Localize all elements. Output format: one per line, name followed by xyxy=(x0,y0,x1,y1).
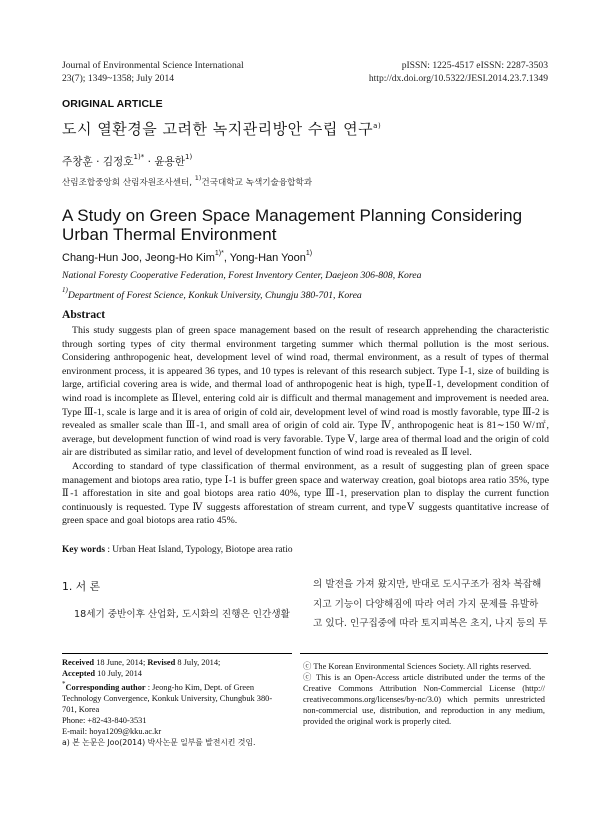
abstract-paragraph-2: According to standard of type classification of thermal environment, as a result of suggesting plan of green space management and biotops area ratio, type Ⅰ-1 is buffer green space and waterway creation, goal biotops area ratio 35%, type Ⅱ-1 afforestation in site and goal biotops area ratio 40%, type Ⅲ-1, preservation plan to display the current function continuously is requested. Type Ⅳ suggests afforestation of stream current, and typeⅤ suggests quantitative increase of green space and goal biotops area ratio 45%. xyxy=(62,460,549,527)
intro-right-line-2: 지고 기능이 다양해짐에 따라 여러 가지 문제를 유발하 xyxy=(313,598,539,610)
korean-affiliation-2: 건국대학교 녹색기술융합학과 xyxy=(201,178,313,188)
intro-right-line-1: 의 발전을 가져 왔지만, 반대로 도시구조가 점차 복잡해 xyxy=(313,579,542,590)
thesis-note: a) 본 논문은 Joo(2014) 박사논문 일부를 발전시킨 것임. xyxy=(62,737,256,747)
intro-right-column xyxy=(313,575,547,634)
volume-info: 23(7); 1349~1358; July 2014 xyxy=(62,72,175,84)
korean-author-2: 김정호 xyxy=(102,156,134,168)
copyright-notice: ⓒ The Korean Environmental Sciences Society. All rights reserved. xyxy=(303,662,532,671)
corresponding-marker: * xyxy=(62,680,66,688)
keywords xyxy=(62,545,293,555)
corresponding-label: Corresponding author xyxy=(65,682,146,692)
english-title-line-2: Urban Thermal Environment xyxy=(62,225,277,244)
corresponding-author xyxy=(62,679,284,715)
english-affiliation-2-text: Department of Forest Science, Konkuk University, Chungju 380-701, Korea xyxy=(67,290,362,301)
english-affiliations xyxy=(62,269,421,303)
accepted-date: 10 July, 2014 xyxy=(95,669,142,678)
accepted-line xyxy=(62,668,284,679)
author-separator: · xyxy=(92,156,103,168)
english-affiliation-2 xyxy=(62,283,421,303)
doi-link[interactable]: http://dx.doi.org/10.5322/JESI.2014.23.7.1349 xyxy=(368,72,548,84)
received-date: 18 June, 2014; xyxy=(94,658,148,667)
revised-label: Revised xyxy=(147,658,176,667)
intro-right-line-3: 고 있다. 인구집중에 따라 토지피복은 초지, 나지 등의 투 xyxy=(313,618,548,629)
revised-date: 8 July, 2014; xyxy=(175,658,221,667)
section-heading: 1. 서 론 xyxy=(62,580,101,593)
intro-left-line-1: 18세기 중반이후 산업화, 도시화의 진행은 인간생활 xyxy=(74,609,290,620)
journal-header xyxy=(62,60,244,85)
author-3-marker: 1) xyxy=(305,250,313,257)
english-authors xyxy=(62,250,312,264)
email-link[interactable]: E-mail: hoya1209@kku.ac.kr xyxy=(62,726,162,736)
english-author-1: Chang-Hun Joo, xyxy=(62,252,146,264)
issn: pISSN: 1225-4517 eISSN: 2287-3503 xyxy=(401,60,548,71)
accepted-label: Accepted xyxy=(62,669,96,678)
english-title xyxy=(62,206,552,244)
corresponding-text: : Jeong-ho Kim, Dept. of Green Technology Convergence, Konkuk University, Chungbuk 380-701, Korea xyxy=(62,682,273,714)
footnote-divider-right xyxy=(300,653,548,654)
korean-title-text: 도시 열환경을 고려한 녹지관리방안 수립 연구 xyxy=(62,120,374,138)
author-2-marker: 1)* xyxy=(133,153,145,161)
license-notice: ⓒ This is an Open-Access article distributed under the terms of the Creative Commons Attribution Non-Commercial License (http:// creativecommons.org/licenses/by-nc/3.0) which permits unrestricted non-commercial use, distribution, and reproduction in any medium, provided the original work is properly cited. xyxy=(303,673,545,726)
author-separator: , xyxy=(223,252,230,264)
author-separator: · xyxy=(144,156,155,168)
korean-author-3: 윤용한 xyxy=(154,156,186,168)
korean-author-1: 주창훈 xyxy=(62,156,93,168)
affiliation-marker: 1) xyxy=(194,174,202,182)
english-affiliation-1: National Foresty Cooperative Federation, Forest Inventory Center, Daejeon 306-808, Korea xyxy=(62,270,422,281)
footnote-divider-left xyxy=(62,653,292,654)
received-line xyxy=(62,657,284,668)
author-2-marker: 1)* xyxy=(214,250,224,257)
journal-name: Journal of Environmental Science International xyxy=(62,60,244,71)
abstract-heading: Abstract xyxy=(62,308,106,321)
author-3-marker: 1) xyxy=(185,153,193,161)
korean-affiliations xyxy=(62,174,312,188)
english-author-2: Jeong-Ho Kim xyxy=(145,252,215,264)
article-type: ORIGINAL ARTICLE xyxy=(62,98,163,110)
english-author-3: Yong-Han Yoon xyxy=(229,252,306,264)
title-note-marker: a) xyxy=(373,122,382,130)
keywords-label: Key words xyxy=(62,545,105,555)
footnote-left xyxy=(62,657,284,748)
abstract-body xyxy=(62,324,549,528)
footnote-right xyxy=(303,661,545,727)
abstract-paragraph-1: This study suggests plan of green space management based on the result of research apprehending the characteristic through sorting types of city thermal environment targeting summer which thermal pollution is the most serious. Considering anthropogenic heat, development level of wind road, thermal environment, as a result of types of thermal environment process, it is appeared 36 types, and 10 types is relevant of this research subject. Type Ⅰ-1, size of building is large, artificial covering area is wide, and thermal load of anthropogenic heat is high, typeⅡ-1, development condition of wind road is incomplete as Ⅱlevel, entering cold air is difficult and thermal management and improvement is needed area. Type Ⅲ-1, scale is large and it is area of origin of cold air, development level of wind road is mostly favorable, type Ⅲ-2 is revealed as smaller scale than Ⅲ-1, and small area of origin of cold air. Type Ⅳ, anthropogenic heat is 81∼150 W/㎡, average, but development function of wind road is very favorable. Type Ⅴ, large area of thermal load and the origin of cold air are distributed as similar ratio, and level of development function of wind road is revealed as Ⅱ level. xyxy=(62,325,549,459)
received-label: Received xyxy=(62,658,95,667)
phone: Phone: +82-43-840-3531 xyxy=(62,715,147,725)
korean-affiliation-1: 산림조합중앙회 산림자원조사센터, xyxy=(62,178,195,188)
journal-identifiers xyxy=(369,60,548,85)
affiliation-marker: 1) xyxy=(62,286,68,294)
korean-authors xyxy=(62,153,192,169)
korean-title xyxy=(62,118,381,139)
keywords-text: : Urban Heat Island, Typology, Biotope area ratio xyxy=(104,545,293,555)
english-title-line-1: A Study on Green Space Management Planning Considering xyxy=(62,206,523,225)
